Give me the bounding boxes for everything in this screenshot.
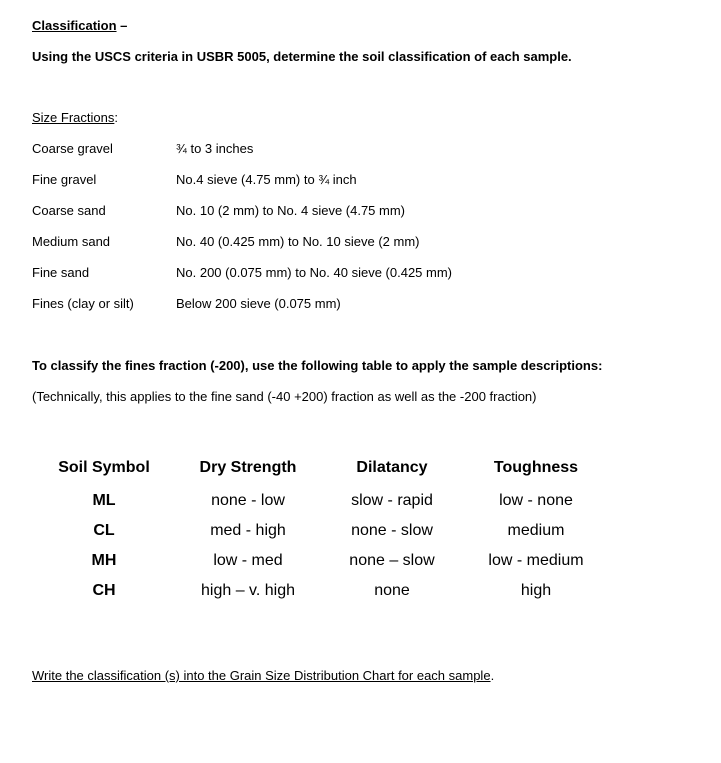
- size-fraction-value: No.4 sieve (4.75 mm) to ¾ inch: [176, 172, 357, 187]
- table-cell: low - none: [499, 492, 573, 509]
- table-cell: none – slow: [349, 552, 435, 569]
- fines-instruction: To classify the fines fraction (-200), use the following table to apply the sample descriptions:: [32, 358, 603, 373]
- size-fraction-value: No. 40 (0.425 mm) to No. 10 sieve (2 mm): [176, 234, 420, 249]
- size-fraction-label: Fine sand: [32, 265, 90, 280]
- footer-text: Write the classification (s) into the Grain Size Distribution Chart for each sample: [32, 668, 491, 683]
- size-fraction-label: Coarse sand: [32, 203, 106, 218]
- table-header-soil-symbol: Soil Symbol: [58, 459, 150, 476]
- size-fraction-value: Below 200 sieve (0.075 mm): [176, 296, 341, 311]
- heading-title: Classification: [32, 18, 117, 33]
- size-fractions-title: [32, 110, 118, 126]
- table-cell: none - low: [211, 492, 285, 509]
- table-cell-symbol: CH: [92, 582, 116, 599]
- size-fraction-label: Medium sand: [32, 234, 111, 249]
- size-fraction-label: Fines (clay or silt): [32, 296, 134, 311]
- table-header-toughness: Toughness: [493, 459, 579, 476]
- table-cell: medium: [507, 522, 565, 539]
- size-fractions-title-text: Size Fractions: [32, 110, 115, 125]
- table-cell: none: [374, 582, 410, 599]
- size-fraction-label: Fine gravel: [32, 172, 97, 187]
- table-cell: low - med: [213, 552, 283, 569]
- size-fraction-value: No. 10 (2 mm) to No. 4 sieve (4.75 mm): [176, 203, 406, 218]
- table-header-dilatancy: Dilatancy: [356, 459, 428, 476]
- table-cell-symbol: MH: [91, 552, 117, 569]
- size-fraction-value: ¾ to 3 inches: [176, 141, 254, 156]
- instruction-text: Using the USCS criteria in USBR 5005, determine the soil classification of each sample.: [32, 49, 572, 64]
- fines-note: (Technically, this applies to the fine sand (-40 +200) fraction as well as the -200 fraction): [32, 389, 537, 404]
- table-cell: none - slow: [351, 522, 433, 539]
- table-cell-symbol: CL: [93, 522, 115, 539]
- table-cell: high – v. high: [201, 582, 295, 599]
- table-cell: low - medium: [488, 552, 584, 569]
- size-fraction-value: No. 200 (0.075 mm) to No. 40 sieve (0.425 mm): [176, 265, 453, 280]
- size-fraction-label: Coarse gravel: [32, 141, 113, 156]
- footer-period: .: [490, 668, 495, 683]
- table-cell: med - high: [210, 522, 286, 539]
- heading-dash: –: [116, 18, 128, 33]
- section-heading: [32, 18, 127, 34]
- table-header-dry-strength: Dry Strength: [199, 459, 297, 476]
- size-fractions-colon: :: [114, 110, 118, 125]
- table-cell-symbol: ML: [92, 492, 116, 509]
- table-cell: slow - rapid: [351, 492, 433, 509]
- footer-instruction: [32, 668, 494, 684]
- table-cell: high: [520, 582, 552, 599]
